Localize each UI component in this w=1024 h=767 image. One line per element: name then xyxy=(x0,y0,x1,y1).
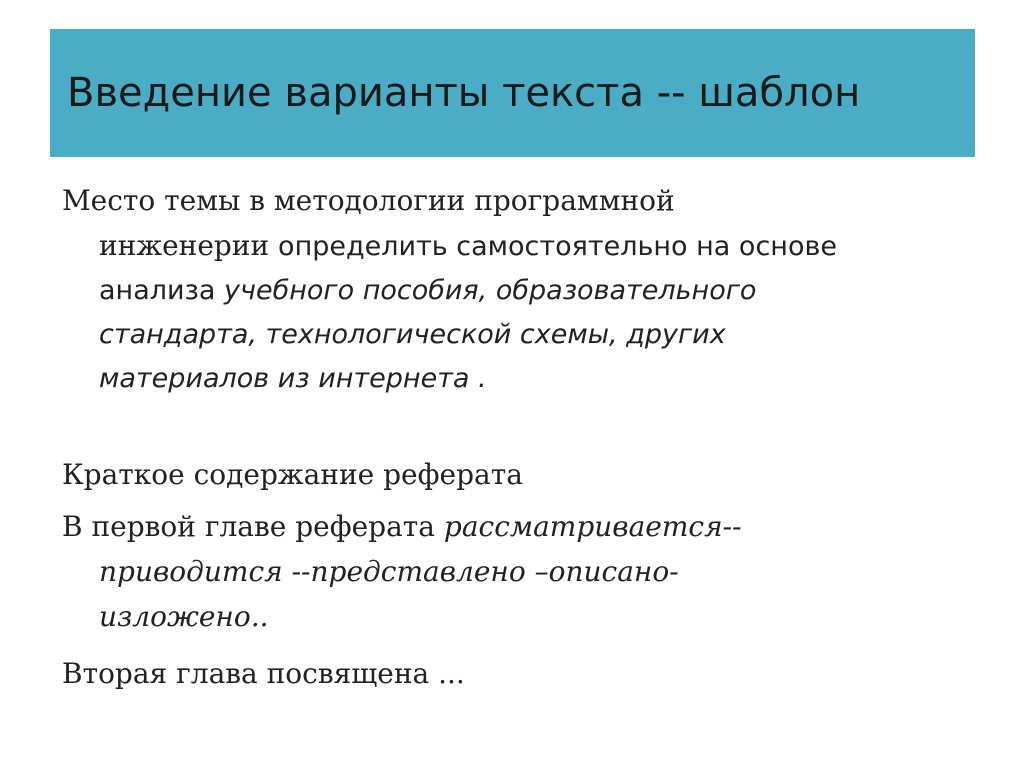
slide-body xyxy=(62,181,962,694)
paragraph-text-italic: рассматривается-- xyxy=(443,510,742,543)
paragraph-text-italic: изложено.. xyxy=(99,600,269,633)
paragraph-topic-place xyxy=(62,181,962,403)
paragraph-text-italic: учебного пособия, образовательного xyxy=(224,275,757,306)
paragraph-summary-heading: Краткое содержание реферата xyxy=(62,458,523,491)
title-bar xyxy=(50,29,975,157)
paragraph-text: определить самостоятельно на основе xyxy=(278,231,837,262)
paragraph-text-italic: стандарта, технологической схемы, других xyxy=(99,319,726,350)
paragraph-text-italic: материалов из интернета . xyxy=(99,363,487,394)
paragraph-text: Место темы в методологии программной xyxy=(62,184,675,217)
paragraph-text: анализа xyxy=(99,275,225,306)
slide-title: Введение варианты текста -- шаблон xyxy=(67,70,861,116)
paragraph-text-italic: приводится --представлено –описано- xyxy=(99,555,679,588)
paragraph-text: В первой главе реферата xyxy=(62,510,444,543)
paragraph-second-chapter: Вторая глава посвящена ... xyxy=(62,657,465,690)
paragraph-gap xyxy=(62,403,962,455)
paragraph-text: инженерии xyxy=(99,229,279,262)
paragraph-first-chapter xyxy=(62,507,962,642)
